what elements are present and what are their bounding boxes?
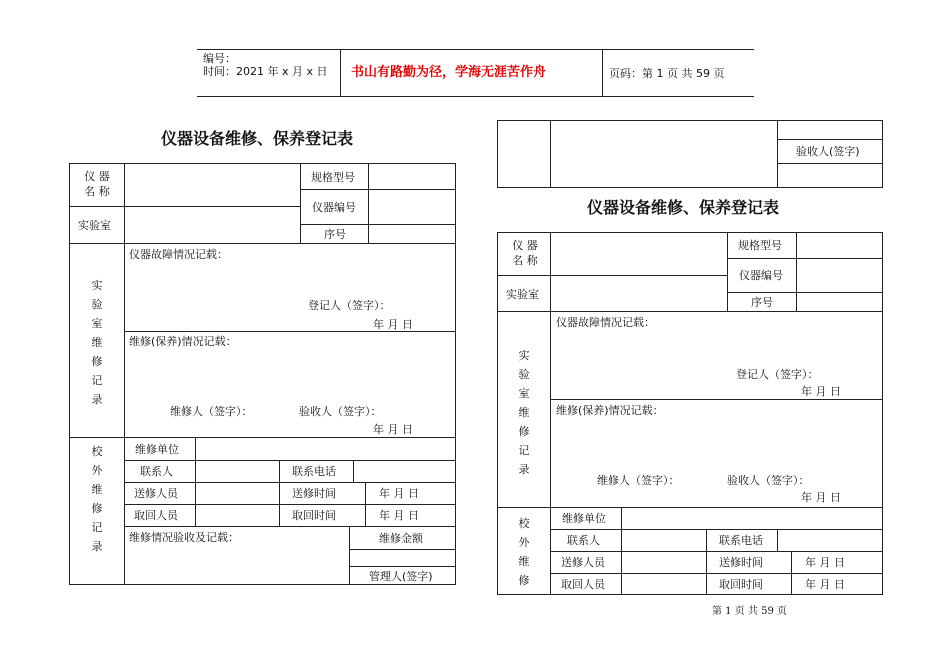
fault-date: 年 月 日 bbox=[801, 385, 841, 398]
fault-record-label: 仪器故障情况记载： bbox=[129, 248, 228, 261]
fragment-acceptor-sign-label: 验收人(签字) bbox=[796, 145, 860, 158]
acceptance-record-label: 维修情况验收及记载： bbox=[129, 531, 239, 544]
repair-record-label: 维修(保养)情况记载： bbox=[556, 404, 664, 417]
registrar-sign-label: 登记人（签字）： bbox=[736, 368, 819, 381]
repair-record-label: 维修(保养)情况记载： bbox=[129, 335, 237, 348]
repairer-sign-label: 维修人（签字）： bbox=[170, 405, 253, 418]
delivery-person-label: 送修人员 bbox=[561, 556, 605, 569]
external-repair-label: 校外维修 bbox=[518, 517, 530, 587]
repair-unit-label: 维修单位 bbox=[562, 512, 606, 525]
repair-date: 年 月 日 bbox=[373, 423, 413, 436]
lab-label: 实验室 bbox=[506, 288, 539, 301]
form-title: 仪器设备维修、保养登记表 bbox=[587, 198, 780, 217]
serial-no-label: 序号 bbox=[751, 296, 773, 309]
delivery-person-label: 送修人员 bbox=[134, 487, 178, 500]
manager-sign-label: 管理人(签字) bbox=[369, 570, 433, 583]
retrieve-date: 年 月 日 bbox=[379, 509, 419, 522]
retrieve-date: 年 月 日 bbox=[805, 578, 845, 591]
acceptor-sign-label: 验收人（签字）： bbox=[299, 405, 382, 418]
instrument-no-label: 仪器编号 bbox=[739, 269, 783, 282]
repair-date: 年 月 日 bbox=[801, 491, 841, 504]
page-footer: 第 1 页 共 59 页 bbox=[712, 606, 787, 617]
serial-no-label: 序号 bbox=[324, 228, 346, 241]
retrieve-person-label: 取回人员 bbox=[134, 509, 178, 522]
delivery-date: 年 月 日 bbox=[379, 487, 419, 500]
spec-model-label: 规格型号 bbox=[738, 239, 782, 252]
registrar-sign-label: 登记人（签字）： bbox=[308, 299, 391, 312]
instrument-name-label: 仪 器 名 称 bbox=[512, 239, 538, 267]
lab-repair-record-label: 实验室维修记录 bbox=[91, 279, 103, 406]
fault-date: 年 月 日 bbox=[373, 318, 413, 331]
document-number-label: 编号： bbox=[203, 52, 236, 65]
repair-amount-label: 维修金额 bbox=[379, 532, 423, 545]
contact-phone-label: 联系电话 bbox=[292, 465, 336, 478]
contact-person-label: 联系人 bbox=[140, 465, 173, 478]
delivery-date: 年 月 日 bbox=[805, 556, 845, 569]
retrieve-time-label: 取回时间 bbox=[719, 578, 763, 591]
form-title: 仪器设备维修、保养登记表 bbox=[161, 129, 354, 148]
instrument-name-label: 仪 器 名 称 bbox=[84, 170, 110, 198]
document-time: 时间：2021 年 x 月 x 日 bbox=[203, 65, 328, 78]
contact-person-label: 联系人 bbox=[567, 534, 600, 547]
repair-unit-label: 维修单位 bbox=[135, 443, 179, 456]
lab-label: 实验室 bbox=[78, 219, 111, 232]
delivery-time-label: 送修时间 bbox=[292, 487, 336, 500]
page-indicator: 页码：第 1 页 共 59 页 bbox=[609, 67, 725, 80]
spec-model-label: 规格型号 bbox=[311, 171, 355, 184]
lab-repair-record-label: 实验室维修记录 bbox=[518, 349, 530, 476]
external-repair-record-label: 校外维修记录 bbox=[91, 445, 103, 553]
instrument-no-label: 仪器编号 bbox=[312, 201, 356, 214]
acceptor-sign-label: 验收人（签字）： bbox=[727, 474, 810, 487]
motto-text: 书山有路勤为径，学海无涯苦作舟 bbox=[351, 65, 547, 80]
repairer-sign-label: 维修人（签字）： bbox=[597, 474, 680, 487]
retrieve-time-label: 取回时间 bbox=[292, 509, 336, 522]
contact-phone-label: 联系电话 bbox=[719, 534, 763, 547]
retrieve-person-label: 取回人员 bbox=[561, 578, 605, 591]
fault-record-label: 仪器故障情况记载： bbox=[556, 316, 655, 329]
delivery-time-label: 送修时间 bbox=[719, 556, 763, 569]
